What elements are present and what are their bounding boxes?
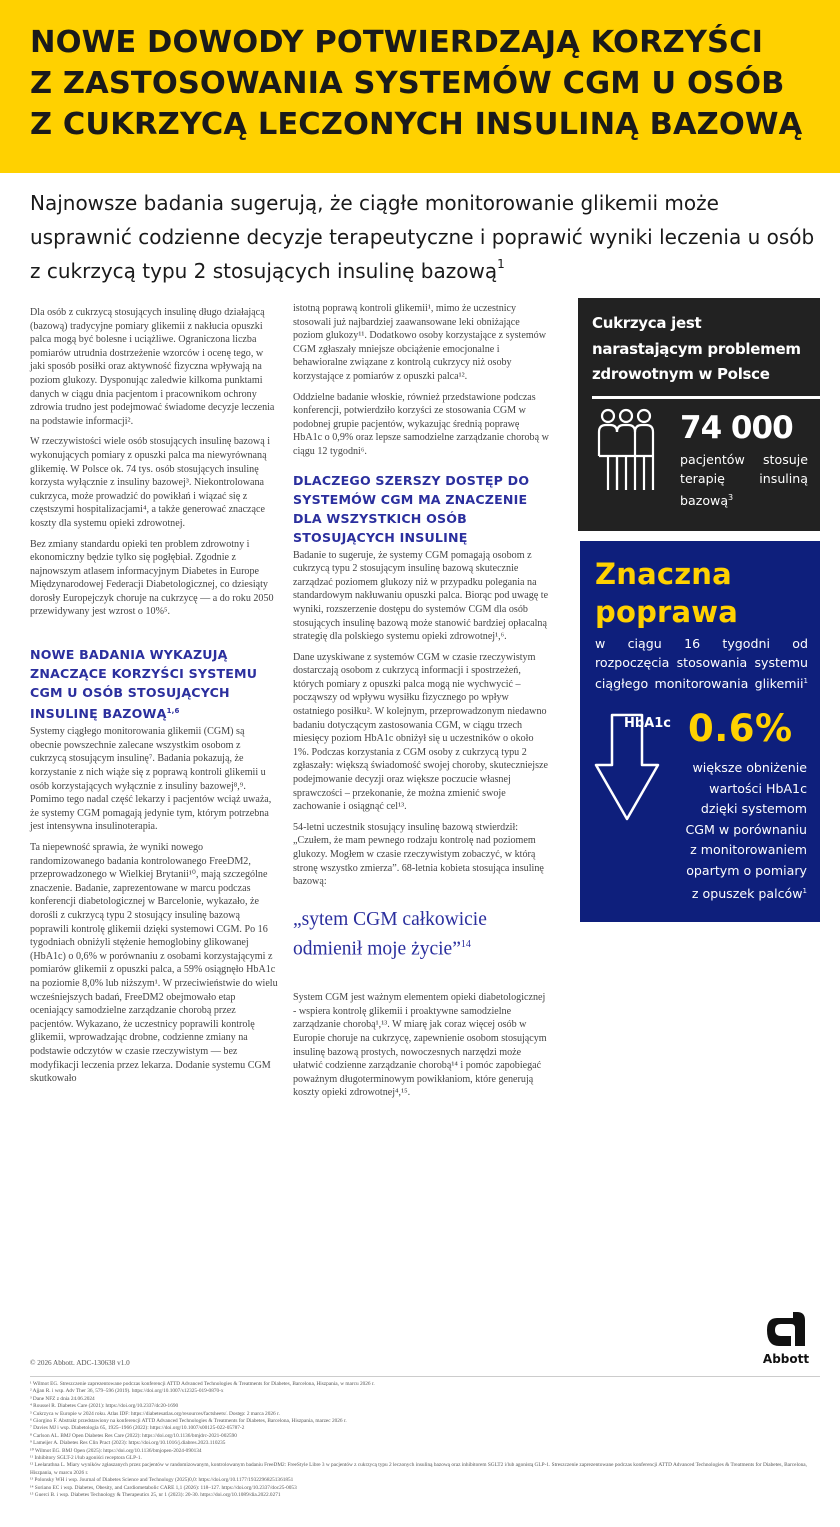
reference-item: ⁵ Cukrzyca w Europie w 2024 roku. Atlas IDF: https://diabetesatlas.org/resources/factsheets/. Dostęp: 2 marca 2026 r.	[30, 1410, 280, 1417]
col1-paragraph-1: Dla osób z cukrzycą stosujących insulinę długo działającą (bazową) tradycyjne pomiary glikemii z nakłucia opuszki palca mogą być bolesne i uciążliwe. Ograniczona liczba pomiarów utrudnia dostrzeżenie wzorców i ocenę tego, w jaki sposób posiłki oraz aktywność fizyczna wpływają na poziom glukozy. Dysponując zaledwie kilkoma punktami danych w ciągu dnia pacjentom i pracownikom ochrony zdrowia trudno jest podejmować świadome decyzje leczenia na podstawie informacji².	[30, 307, 275, 427]
page-header	[0, 0, 840, 173]
percent-description-ref: 1	[802, 887, 807, 895]
col2-paragraph-3: Badanie to sugeruje, że systemy CGM pomagają osobom z cukrzycą typu 2 stosującym insulinę bazową skutecznie zarządzać poziomem glukozy niż w przypadku polegania na standardowym nakłuwaniu opuszki palca. Biorąc pod uwagę te wyniki, rozszerzenie dostępu do systemów CGM dla osób stosujących insulinę bazową może stanowić bardziej opłacalną strategię dla polskiego systemu opieki zdrowotnej¹,⁶.	[293, 549, 549, 643]
reference-item: ¹⁴ Soriano EC i wsp. Diabetes, Obesity, and Cardiometabolic CARE 1,1 (2026): 118–127. https://doi.org/10.2337/doc25-0053	[30, 1484, 297, 1491]
col1-paragraph-2: W rzeczywistości wiele osób stosujących insulinę bazową i wykonujących pomiary z opuszki palca ma niewyrównaną glikemię. W Polsce ok. 74 tys. osób stosujących insulinę korzysta wyłącznie z insuliny bazowej³. Niekontrolowana cukrzyca, może prowadzić do powikłań i wiązać się z częstszymi hospitalizacjami⁴, a także generować znaczące koszty dla systemu opieki zdrowotnej.	[30, 436, 271, 529]
title-line-1: NOWE DOWODY POTWIERDZAJĄ KORZYŚCI	[30, 25, 764, 60]
title-line-3: Z CUKRZYCĄ LECZONYCH INSULINĄ BAZOWĄ	[30, 107, 803, 142]
reference-item: ⁸ Carlson AL. BMJ Open Diabetes Res Care (2022): https://doi.org/10.1136/bmjdrc-2021-002590	[30, 1432, 237, 1439]
hba1c-label: HbA1c	[624, 716, 671, 731]
section-heading-wider-access: DLACZEGO SZERSZY DOSTĘP DO SYSTEMÓW CGM MA ZNACZENIE DLA WSZYSTKICH OSÓB STOSUJĄCYCH INSULINĘ	[293, 472, 530, 545]
footer-divider	[30, 1376, 820, 1377]
reference-item: ² Ajjan R. i wsp. Adv Ther 36, 579–596 (2019). https://doi.org/10.1007/s12325-019-0870-x	[30, 1388, 224, 1395]
col2-paragraph-6: System CGM jest ważnym elementem opieki diabetologicznej - wspiera kontrolę glikemii i proaktywne samodzielne zarządzanie chorobą¹,¹³. W miarę jak coraz więcej osób w Europie choruje na cukrzycę, zapewnienie osobom stosującym insulinę bazową prostych, nowoczesnych narzędzi może ułatwić codzienne zarządzanie chorobą¹⁴ i pomóc zapobiegać poważnym długoterminowym powikłaniom, które generują koszty opieki zdrowotnej⁴,¹⁵.	[293, 992, 547, 1099]
divider	[592, 396, 820, 399]
abbott-logo-label: Abbott	[762, 1352, 810, 1366]
stat-box-title: Cukrzyca jest narastającym problemem zdrowotnym w Polsce	[592, 314, 801, 383]
improvement-description-ref: 1	[803, 677, 808, 685]
col1-paragraph-3: Bez zmiany standardu opieki ten problem zdrowotny i ekonomiczny będzie tylko się pogłębiał. Zgodnie z najnowszym atlasem informacyjnym Diabetes in Europe Międzynarodowej Federacji Diabetologicznej, co dziesiąty dorosły Europejczyk choruje na cukrzycę — a do roku 2050 przewidywany jest wzrost o 10%⁵.	[30, 538, 274, 618]
improvement-title-line-2: poprawa	[595, 595, 739, 629]
reference-item: ¹ Wilmot EG. Streszczenie zaprezentowane podczas konferencji ATTD Advanced Technologies & Treatments for Diabetes, Barcelona, Hiszpania, w marcu 2026 r.	[30, 1381, 375, 1387]
improvement-title	[595, 555, 808, 631]
subtitle-ref: 1	[497, 257, 505, 271]
col2-paragraph-2: Oddzielne badanie włoskie, również przedstawione podczas konferencji, potwierdziło korzyści ze stosowania CGM w podobnej grupie pacjentów, wykazując średnią poprawę HbA1c o 0,9% oraz lepsze samodzielne zarządzanie chorobą w ciągu 12 tygodni⁶.	[293, 391, 549, 457]
abbott-logo-icon	[765, 1310, 807, 1348]
reference-item: ¹⁵ Guerci B. i wsp. Diabetes Technology & Therapeutics 25, nr 1 (2023): 20-30. https://doi.org/10.1089/dia.2022.0271	[30, 1492, 281, 1499]
reference-item: ¹² Leelarathna L. Miary wyników zgłaszanych przez pacjentów w randomizowanym, kontrolowanym badaniu FreeDM2: FreeStyle Libre 3 w pacjentów z cukrzycą typu 2 leczonych insuliną bazową oraz inhibitorem SGLT2 i/lub agonistą GLP-1. Streszczenie zaprezentowane podczas konferencji ATTD Advanced Technologies & Treatments for Diabetes, Barcelona, Hiszpania, w marcu 2026 r.	[30, 1462, 807, 1476]
col1-paragraph-4: Systemy ciągłego monitorowania glikemii (CGM) są obecnie powszechnie zalecane wszystkim osobom z cukrzycą stosującym insulinę⁷. Badania pokazują, że korzystanie z nich wiąże się z poprawą kontroli glikemii u osób korzystających wyłącznie z insuliny bazowej⁸,⁹. Pomimo tego nadal część lekarzy i pacjentów wciąż uważa, że systemy CGM pomagają jedynie tym, którym potrzebna jest intensywna insulinoterapia.	[30, 726, 272, 833]
percent-value: 0.6%	[688, 707, 793, 750]
improvement-box	[580, 541, 820, 922]
improvement-description-text: w ciągu 16 tygodni od rozpoczęcia stosowania systemu ciągłego monitorowania glikemii	[595, 636, 808, 692]
col2-paragraph-4: Dane uzyskiwane z systemów CGM w czasie rzeczywistym dostarczają osobom z cukrzycą informacji i spostrzeżeń, których pomiary z opuszki palca mogą nie wychwycić – począwszy od wpływu wysiłku fizycznego po wpływ ostatniego posiłku². W kolejnym, przeprowadzonym niedawno badaniu dotyczącym zastosowania CGM, w ciągu trzech miesięcy poziom HbA1c obniżył się u uczestników o około 1%. Podczas korzystania z CGM osoby z cukrzycą typu 2 zgłaszały: większą świadomość swojej choroby, skuteczniejsze podejmowanie decyzji oraz większe poczucie własnej sprawczości – przekonanie, że można zmienić swoje zachowanie i osiągnąć cel¹³.	[293, 651, 548, 813]
article-column-2	[293, 302, 549, 1107]
improvement-title-line-1: Znaczna	[595, 557, 732, 591]
reference-item: ¹⁰ Wilmot EG. BMJ Open (2025): https://doi.org/10.1136/bmjopen-2024-090134	[30, 1447, 202, 1454]
stat-description	[680, 450, 808, 510]
pull-quote-ref: 14	[460, 938, 471, 950]
percent-description	[685, 758, 807, 905]
stat-box-poland	[578, 298, 820, 531]
page-title	[30, 22, 810, 145]
reference-item: ³ Dane NFZ z dnia 24.06.2024	[30, 1395, 95, 1402]
page-subtitle	[30, 186, 820, 288]
improvement-description	[595, 635, 808, 694]
references	[30, 1381, 820, 1500]
pull-quote	[293, 907, 549, 962]
col2-paragraph-5: 54-letni uczestnik stosujący insulinę bazową stwierdził: „Czułem, że mam pewnego rodzaju kontrolę nad poziomem glukozy. Mogłem w czasie rzeczywistym zobaczyć, w którą stronę wszystko zmierza”. 68-letnia kobieta stosująca insulinę bazową:	[293, 821, 544, 888]
article-column-1	[30, 306, 278, 1093]
reference-item: ⁹ Lameijer A. Diabetes Res Clin Pract (2023): https://doi.org/10.1016/j.diabres.2023.110235	[30, 1440, 226, 1447]
section-heading-ref: 1,6	[166, 707, 180, 716]
percent-description-text: większe obniżenie wartości HbA1c dzięki systemom CGM w porównaniu z monitorowaniem opartym o pomiary z opuszek palców	[685, 760, 807, 902]
section-heading-text: NOWE BADANIA WYKAZUJĄ ZNACZĄCE KORZYŚCI SYSTEMU CGM U OSÓB STOSUJĄCYCH INSULINĘ BAZOWĄ	[30, 647, 258, 722]
subtitle-text: Najnowsze badania sugerują, że ciągłe monitorowanie glikemii może usprawnić codzienne decyzje terapeutyczne i poprawić wyniki leczenia u osób z cukrzycą typu 2 stosujących insulinę bazową	[30, 191, 815, 283]
reference-item: ⁷ Davies MJ i wsp. Diabetologia 65, 1925–1966 (2022): https://doi.org/10.1007/s00125-022-05787-2	[30, 1425, 245, 1432]
copyright: © 2026 Abbott. ADC-130638 v1.0	[30, 1359, 130, 1367]
people-group-icon	[596, 408, 656, 492]
reference-item: ¹¹ Inhibitory SGLT-2 i/lub agoniści receptora GLP-1.	[30, 1455, 142, 1462]
abbott-logo	[760, 1310, 812, 1366]
stat-description-text: pacjentów stosuje terapię insuliną bazową	[680, 452, 808, 509]
section-heading-new-research	[30, 645, 278, 723]
pull-quote-text: „sytem CGM całkowicie odmienił moje życie”	[293, 908, 487, 960]
col2-paragraph-1: istotną poprawą kontroli glikemii¹, mimo że uczestnicy stosowali już najbardziej zaawansowane leki obniżające poziom glukozy¹¹. Dodatkowo osoby korzystające z systemów CGM zgłaszały mniejsze obciążenie emocjonalne i behawioralne związane z kontrolą cukrzycy niż osoby korzystające z pomiarów z opuszki palca¹².	[293, 303, 547, 382]
col1-paragraph-5: Ta niepewność sprawia, że wyniki nowego randomizowanego badania kontrolowanego FreeDM2, przeprowadzonego w Wielkiej Brytanii¹⁰, mają szczególne znaczenie. Badanie, zaprezentowane w marcu podczas konferencji diabetologicznej w Barcelonie, wykazało, że dorośli z cukrzycą typu 2 stosujący insulinę bazową poprawili kontrolę glikemii dzięki systemowi CGM. Po 16 tygodniach obniżyli stężenie hemoglobiny glikowanej (HbA1c) o 0,6% w porównaniu z osobami korzystającymi z pomiarów glikemii z opuszki palca, a 59% osiągnęło HbA1c na poziomie 8,0% lub niższym¹. W przeciwieństwie do wielu wcześniejszych badań, FreeDM2 obejmowało etap oceniający samodzielne zarządzanie chorobą przez pacjentów. Wykazano, że uczestnicy poprawili kontrolę glikemii, wprowadzając drobne, codzienne zmiany na podstawie odczytów w czasie rzeczywistym — bez modyfikacji leczenia przez lekarza. Dodanie systemu CGM skutkowało	[30, 842, 278, 1085]
title-line-2: Z ZASTOSOWANIA SYSTEMÓW CGM U OSÓB	[30, 66, 785, 101]
reference-item: ⁶ Giorgino F. Abstrakt przedstawiony na konferencji ATTD Advanced Technologies & Treatments for Diabetes, Barcelona, Hiszpania, marzec 2026 r.	[30, 1418, 347, 1425]
reference-item: ¹³ Polonsky WH i wsp. Journal of Diabetes Science and Technology (2025)0,0: https://doi.org/10.1177/19322968251361851	[30, 1477, 294, 1484]
stat-description-ref: 3	[728, 493, 734, 502]
reference-item: ⁴ Roussel R. Diabetes Care (2021): https://doi.org/10.2337/dc20-1690	[30, 1403, 179, 1410]
stat-number: 74 000	[680, 410, 793, 446]
